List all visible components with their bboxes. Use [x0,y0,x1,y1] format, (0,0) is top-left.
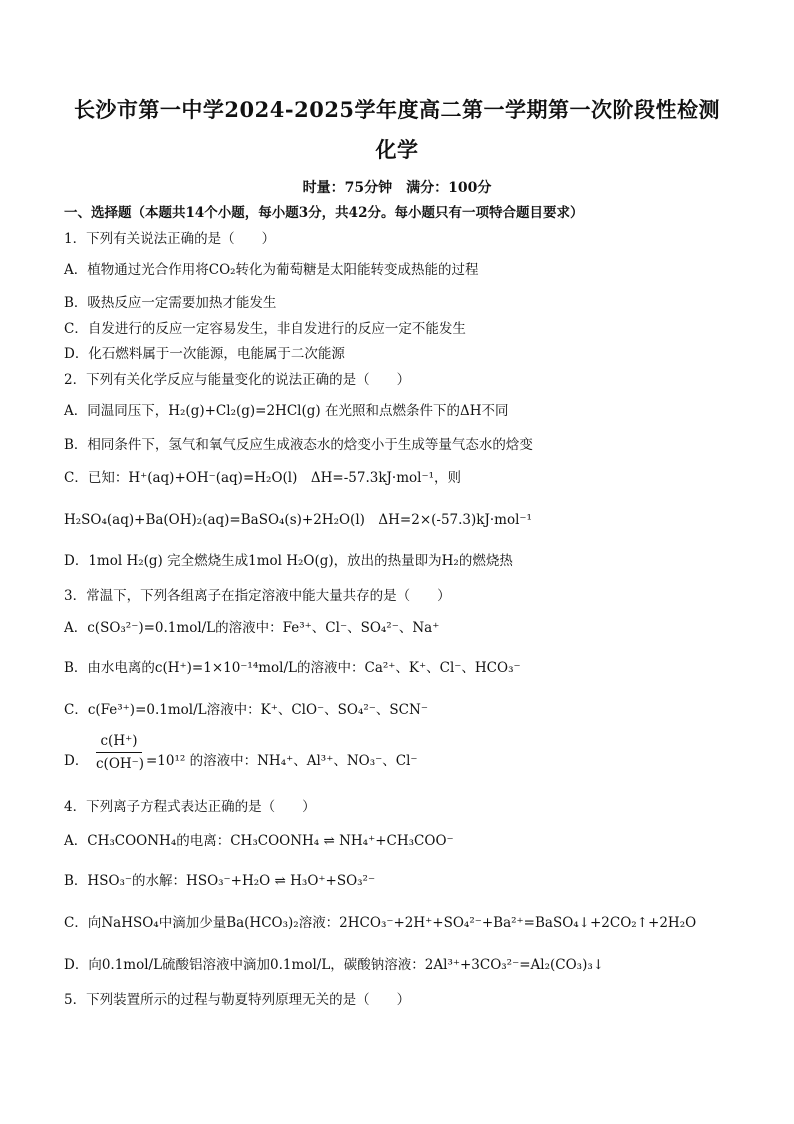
q2-option-b: B．相同条件下，氢气和氧气反应生成液态水的焓变小于生成等量气态水的焓变 [64,437,533,453]
fraction-numerator: c(H⁺) [100,733,138,749]
exam-meta: 时量：75分钟 满分：100分 [302,180,492,196]
q1-option-b: B．吸热反应一定需要加热才能发生 [64,295,277,311]
q2-option-d: D．1mol H₂(g) 完全燃烧生成1mol H₂O(g)，放出的热量即为H₂的燃烧热 [64,553,513,569]
q2-option-c: C．已知：H⁺(aq)+OH⁻(aq)=H₂O(l) ΔH=-57.3kJ·mol⁻¹，则 [64,470,461,486]
q4-option-d: D．向0.1mol/L硫酸铝溶液中滴加0.1mol/L，碳酸钠溶液：2Al³⁺+3CO₃²⁻=Al₂(CO₃)₃↓ [64,957,605,973]
q4-option-b: B．HSO₃⁻的水解：HSO₃⁻+H₂O ⇌ H₃O⁺+SO₃²⁻ [64,873,376,889]
exam-title: 长沙市第一中学2024-2025学年度高二第一学期第一次阶段性检测 [73,97,721,122]
subject-title: 化学 [375,137,419,162]
q5-stem: 5．下列装置所示的过程与勒夏特列原理无关的是（ ） [64,992,411,1008]
q3-stem: 3．常温下，下列各组离子在指定溶液中能大量共存的是（ ） [64,588,451,604]
q1-option-d: D．化石燃料属于一次能源，电能属于二次能源 [64,346,345,362]
fraction-denominator: c(OH⁻) [96,756,145,772]
q1-option-a: A．植物通过光合作用将CO₂转化为葡萄糖是太阳能转变成热能的过程 [64,262,479,278]
section-heading: 一、选择题（本题共14个小题，每小题3分，共42分。每小题只有一项特合题目要求） [64,205,584,221]
q1-stem: 1．下列有关说法正确的是（ ） [64,231,276,247]
q2-option-a: A．同温同压下，H₂(g)+Cl₂(g)=2HCl(g) 在光照和点燃条件下的ΔH不同 [64,403,509,419]
q3-option-b: B．由水电离的c(H⁺)=1×10⁻¹⁴mol/L的溶液中：Ca²⁺、K⁺、Cl⁻、HCO₃⁻ [64,660,521,676]
q3-option-d-rest: =10¹² 的溶液中：NH₄⁺、Al³⁺、NO₃⁻、Cl⁻ [146,753,418,769]
q4-option-c: C．向NaHSO₄中滴加少量Ba(HCO₃)₂溶液：2HCO₃⁻+2H⁺+SO₄²⁻+Ba²⁺=BaSO₄↓+2CO₂↑+2H₂O [64,915,697,931]
q4-stem: 4．下列离子方程式表达正确的是（ ） [64,799,316,815]
q3-option-c: C．c(Fe³⁺)=0.1mol/L溶液中：K⁺、ClO⁻、SO₄²⁻、SCN⁻ [64,702,428,718]
q3-option-d-label: D． [64,753,89,769]
q2-option-c-equation: H₂SO₄(aq)+Ba(OH)₂(aq)=BaSO₄(s)+2H₂O(l) ΔH=2×(-57.3)kJ·mol⁻¹ [64,512,532,528]
q3-option-a: A．c(SO₃²⁻)=0.1mol/L的溶液中：Fe³⁺、Cl⁻、SO₄²⁻、Na⁺ [64,620,440,636]
q2-stem: 2．下列有关化学反应与能量变化的说法正确的是（ ） [64,372,411,388]
q3-option-d-fraction [96,733,145,772]
q1-option-c: C．自发进行的反应一定容易发生，非自发进行的反应一定不能发生 [64,321,466,337]
q4-option-a: A．CH₃COONH₄的电离：CH₃COONH₄ ⇌ NH₄⁺+CH₃COO⁻ [64,833,454,849]
fraction-bar [96,752,142,753]
